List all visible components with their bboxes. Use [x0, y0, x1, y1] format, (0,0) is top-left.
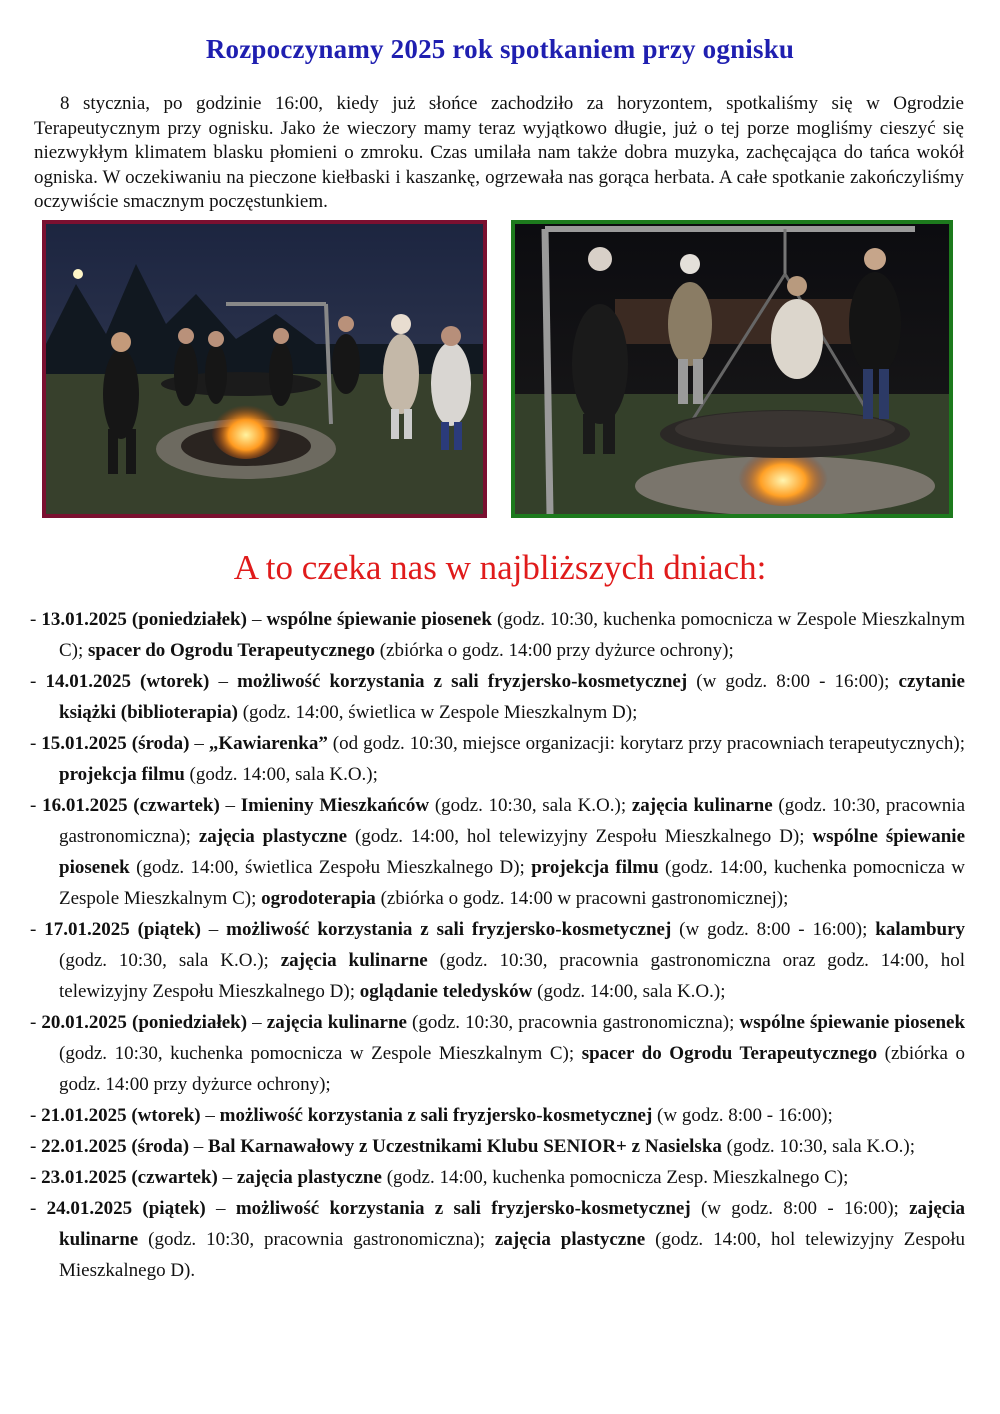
bonfire-photo-left: [42, 220, 487, 518]
schedule-highlight: zajęcia plastyczne: [494, 1229, 646, 1250]
events-schedule-list: [30, 604, 965, 1286]
schedule-detail: (godz. 14:00, hol telewizyjny Zespołu Mieszkalnego D);: [347, 826, 813, 847]
schedule-highlight: 20.01.2025 (poniedziałek): [41, 1012, 248, 1033]
schedule-detail: (w godz. 8:00 - 16:00);: [687, 671, 899, 692]
schedule-highlight: 17.01.2025 (piątek): [44, 919, 201, 940]
schedule-detail: –: [247, 1012, 267, 1033]
schedule-highlight: wspólne śpiewanie piosenek: [739, 1012, 966, 1033]
schedule-detail: (godz. 10:30, pracownia gastronomiczna oraz godz. 14:00, hol telewizyjny Zespołu Mieszkalnego D);: [59, 950, 965, 1002]
list-dash: -: [30, 1167, 42, 1188]
list-dash: -: [30, 1136, 42, 1157]
schedule-highlight: 21.01.2025 (wtorek): [41, 1105, 201, 1126]
page-title: Rozpoczynamy 2025 rok spotkaniem przy ognisku: [205, 34, 795, 64]
schedule-detail: (w godz. 8:00 - 16:00);: [652, 1105, 833, 1126]
schedule-highlight: 15.01.2025 (środa): [41, 733, 190, 754]
schedule-highlight: czytanie książki (biblioterapia): [59, 671, 965, 723]
schedule-highlight: wspólne śpiewanie piosenek: [266, 609, 492, 630]
list-dash: -: [30, 795, 43, 816]
schedule-detail: –: [205, 1198, 236, 1219]
list-dash: -: [30, 919, 45, 940]
schedule-highlight: 13.01.2025 (poniedziałek): [41, 609, 247, 630]
schedule-detail: (godz. 14:00, świetlica Zespołu Mieszkalnego D);: [129, 857, 532, 878]
schedule-highlight: zajęcia plastyczne: [236, 1167, 382, 1188]
schedule-detail: –: [209, 671, 238, 692]
schedule-highlight: wspólne śpiewanie piosenek: [59, 826, 965, 878]
schedule-detail: (godz. 14:00, kuchenka pomocnicza Zesp. Mieszkalnego C);: [381, 1167, 849, 1188]
schedule-item: [30, 666, 965, 728]
schedule-highlight: spacer do Ogrodu Terapeutycznego: [88, 640, 375, 661]
schedule-detail: (godz. 14:00, kuchenka pomocnicza w Zespole Mieszkalnym C);: [59, 857, 965, 909]
schedule-highlight: Imieniny Mieszkańców: [240, 795, 430, 816]
schedule-highlight: „Kawiarenka”: [208, 733, 328, 754]
schedule-detail: –: [219, 795, 241, 816]
schedule-item: [30, 914, 965, 1007]
schedule-highlight: 22.01.2025 (środa): [41, 1136, 190, 1157]
schedule-detail: (godz. 10:30, pracownia gastronomiczna);: [406, 1012, 740, 1033]
schedule-highlight: 23.01.2025 (czwartek): [41, 1167, 218, 1188]
bonfire-grill-illustration: [515, 224, 949, 514]
schedule-detail: (godz. 14:00, hol telewizyjny Zespołu Mieszkalnego D).: [59, 1229, 966, 1281]
bonfire-group-illustration: [46, 224, 483, 514]
schedule-highlight: możliwość korzystania z sali fryzjersko-kosmetycznej: [219, 1105, 653, 1126]
schedule-highlight: możliwość korzystania z sali fryzjersko-kosmetycznej: [226, 919, 672, 940]
upcoming-events-heading: A to czeka nas w najbliższych dniach:: [233, 548, 767, 587]
schedule-item: [30, 790, 965, 914]
schedule-detail: (godz. 10:30, sala K.O.);: [59, 950, 281, 971]
schedule-detail: –: [189, 733, 209, 754]
list-dash: -: [30, 733, 42, 754]
schedule-highlight: zajęcia kulinarne: [59, 1198, 966, 1250]
list-dash: -: [30, 1198, 47, 1219]
schedule-highlight: zajęcia plastyczne: [198, 826, 348, 847]
schedule-highlight: kalambury: [875, 919, 966, 940]
intro-paragraph: 8 stycznia, po godzinie 16:00, kiedy już słońce zachodziło za horyzontem, spotkaliśmy się w Ogrodzie Terapeutycznym przy ognisku. Jako że wieczory mamy teraz wyjątkowo długie, już o tej porze mogliśmy cieszyć się niezwykłym klimatem blasku płomieni o zmroku. Czas umilała nam także dobra muzyka, zachęcająca do tańca wokół ogniska. W oczekiwaniu na pieczone kiełbaski i kaszankę, ogrzewała nas gorąca herbata. A całe spotkanie zakończyliśmy oczywiście smacznym poczęstunkiem.: [34, 93, 964, 212]
schedule-detail: (zbiórka o godz. 14:00 przy dyżurce ochrony);: [59, 1043, 965, 1095]
schedule-detail: (godz. 10:30, sala K.O.);: [429, 795, 632, 816]
schedule-detail: (godz. 10:30, sala K.O.);: [721, 1136, 916, 1157]
schedule-detail: –: [200, 1105, 220, 1126]
schedule-detail: –: [189, 1136, 209, 1157]
schedule-highlight: oglądanie teledysków: [359, 981, 533, 1002]
schedule-item: [30, 1193, 965, 1286]
schedule-detail: (godz. 14:00, sala K.O.);: [532, 981, 726, 1002]
list-dash: -: [30, 671, 46, 692]
list-dash: -: [30, 609, 42, 630]
schedule-highlight: możliwość korzystania z sali fryzjersko-kosmetycznej: [237, 671, 688, 692]
bonfire-photo-right: [511, 220, 953, 518]
schedule-item: [30, 1162, 965, 1193]
schedule-detail: (zbiórka o godz. 14:00 w pracowni gastronomicznej);: [375, 888, 789, 909]
schedule-highlight: Bal Karnawałowy z Uczestnikami Klubu SENIOR+ z Nasielska: [208, 1136, 722, 1157]
schedule-detail: (od godz. 10:30, miejsce organizacji: korytarz przy pracowniach terapeutycznych);: [327, 733, 966, 754]
schedule-item: [30, 1007, 965, 1100]
schedule-item: [30, 1131, 965, 1162]
schedule-item: [30, 728, 965, 790]
schedule-highlight: projekcja filmu: [59, 764, 185, 785]
schedule-highlight: 16.01.2025 (czwartek): [42, 795, 220, 816]
list-dash: -: [30, 1105, 42, 1126]
schedule-highlight: 14.01.2025 (wtorek): [45, 671, 210, 692]
schedule-highlight: możliwość korzystania z sali fryzjersko-kosmetycznej: [235, 1198, 691, 1219]
schedule-detail: (godz. 10:30, pracownia gastronomiczna);: [138, 1229, 495, 1250]
schedule-highlight: 24.01.2025 (piątek): [46, 1198, 206, 1219]
schedule-detail: –: [217, 1167, 237, 1188]
schedule-detail: (godz. 10:30, pracownia gastronomiczna);: [59, 795, 966, 847]
schedule-detail: (godz. 14:00, sala K.O.);: [184, 764, 378, 785]
schedule-detail: (godz. 10:30, kuchenka pomocnicza w Zespole Mieszkalnym C);: [59, 1043, 582, 1064]
schedule-detail: (godz. 10:30, kuchenka pomocnicza w Zespole Mieszkalnym C);: [59, 609, 966, 661]
schedule-highlight: zajęcia kulinarne: [266, 1012, 407, 1033]
schedule-item: [30, 1100, 965, 1131]
schedule-highlight: zajęcia kulinarne: [631, 795, 773, 816]
schedule-highlight: projekcja filmu: [531, 857, 659, 878]
schedule-detail: (w godz. 8:00 - 16:00);: [690, 1198, 910, 1219]
schedule-item: [30, 604, 965, 666]
schedule-highlight: spacer do Ogrodu Terapeutycznego: [581, 1043, 878, 1064]
schedule-detail: (godz. 14:00, świetlica w Zespole Mieszkalnym D);: [237, 702, 638, 723]
schedule-detail: –: [246, 609, 267, 630]
list-dash: -: [30, 1012, 42, 1033]
schedule-highlight: ogrodoterapia: [261, 888, 376, 909]
schedule-detail: (zbiórka o godz. 14:00 przy dyżurce ochrony);: [374, 640, 734, 661]
schedule-detail: (w godz. 8:00 - 16:00);: [671, 919, 876, 940]
schedule-detail: –: [200, 919, 227, 940]
schedule-highlight: zajęcia kulinarne: [280, 950, 428, 971]
